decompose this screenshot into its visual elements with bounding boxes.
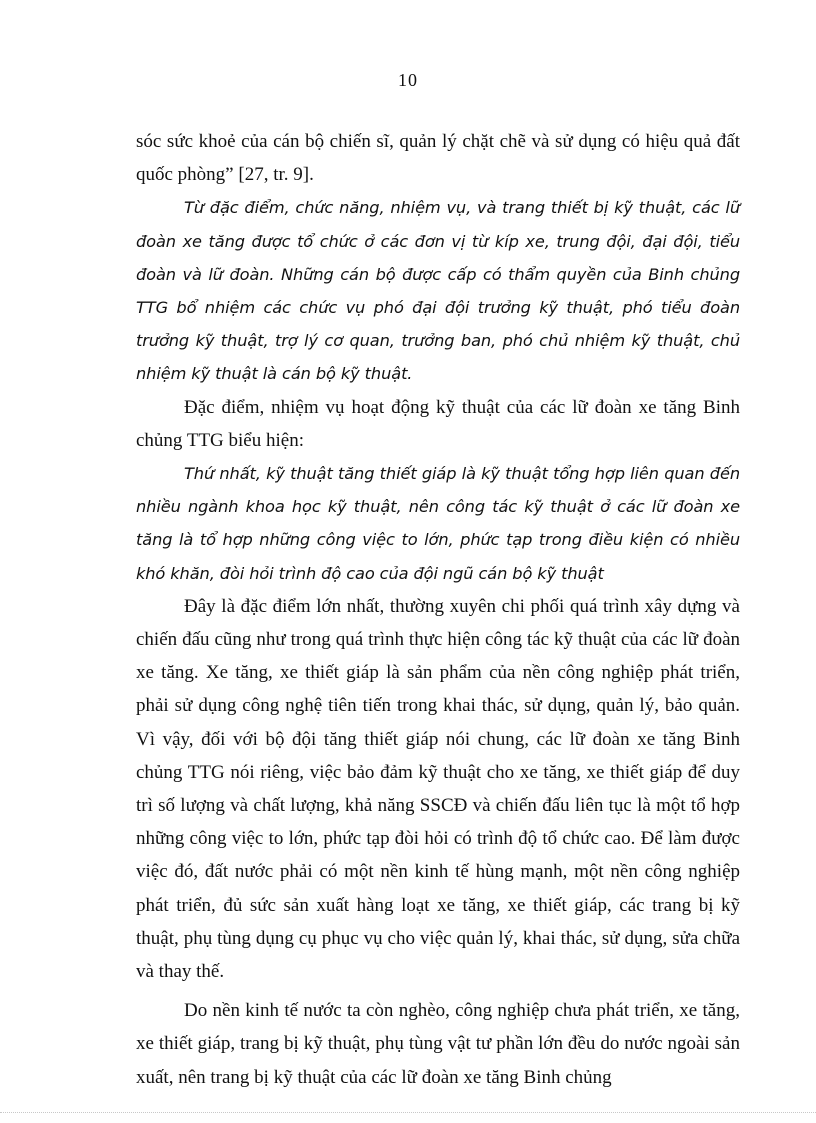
paragraph-5: Đây là đặc điểm lớn nhất, thường xuyên chi phối quá trình xây dựng và chiến đấu cũng như trong quá trình thực hiện công tác kỹ thuật của các lữ đoàn xe tăng. Xe tăng, xe thiết giáp là sản phẩm của nền công nghiệp phát triển, phải sử dụng công nghệ tiên tiến trong khai thác, sử dụng, quản lý, bảo quản. Vì vậy, đối với bộ đội tăng thiết giáp nói chung, các lữ đoàn xe tăng Binh chủng TTG nói riêng, việc bảo đảm kỹ thuật cho xe tăng, xe thiết giáp để duy trì số lượng và chất lượng, khả năng SSCĐ và chiến đấu liên tục là một tổ hợp những công việc to lớn, phức tạp đòi hỏi có trình độ tổ chức cao. Để làm được việc đó, đất nước phải có một nền kinh tế hùng mạnh, một nền công nghiệp phát triển, đủ sức sản xuất hàng loạt xe tăng, xe thiết giáp, các trang bị kỹ thuật, phụ tùng dụng cụ phục vụ cho việc quản lý, khai thác, sử dụng, sửa chữa và thay thế. xyxy=(136,595,740,983)
paragraph-4-italic: Thứ nhất, kỹ thuật tăng thiết giáp là kỹ thuật tổng hợp liên quan đến nhiều ngành khoa học kỹ thuật, nên công tác kỹ thuật ở các lữ đoàn xe tăng là tổ hợp những công việc to lớn, phức tạp trong điều kiện có nhiều khó khăn, đòi hỏi trình độ cao của đội ngũ cán bộ kỹ thuật xyxy=(136,464,740,583)
body-text xyxy=(136,125,740,1094)
paragraph-2-italic: Từ đặc điểm, chức năng, nhiệm vụ, và trang thiết bị kỹ thuật, các lữ đoàn xe tăng được tổ chức ở các đơn vị từ kíp xe, trung đội, đại đội, tiểu đoàn và lữ đoàn. Những cán bộ được cấp có thẩm quyền của Binh chủng TTG bổ nhiệm các chức vụ phó đại đội trưởng kỹ thuật, phó tiểu đoàn trưởng kỹ thuật, trợ lý cơ quan, trưởng ban, phó chủ nhiệm kỹ thuật, chủ nhiệm kỹ thuật là cán bộ kỹ thuật. xyxy=(136,198,740,384)
paragraph-3: Đặc điểm, nhiệm vụ hoạt động kỹ thuật của các lữ đoàn xe tăng Binh chủng TTG biểu hiện: xyxy=(136,396,740,451)
footer-divider xyxy=(0,1112,816,1113)
paragraph-1: sóc sức khoẻ của cán bộ chiến sĩ, quản lý chặt chẽ và sử dụng có hiệu quả đất quốc phòng” [27, tr. 9]. xyxy=(136,131,740,186)
page-number: 10 xyxy=(398,70,418,90)
paragraph-6: Do nền kinh tế nước ta còn nghèo, công nghiệp chưa phát triển, xe tăng, xe thiết giáp, trang bị kỹ thuật, phụ tùng vật tư phần lớn đều do nước ngoài sản xuất, nên trang bị kỹ thuật của các lữ đoàn xe tăng Binh chủng xyxy=(136,1000,740,1088)
